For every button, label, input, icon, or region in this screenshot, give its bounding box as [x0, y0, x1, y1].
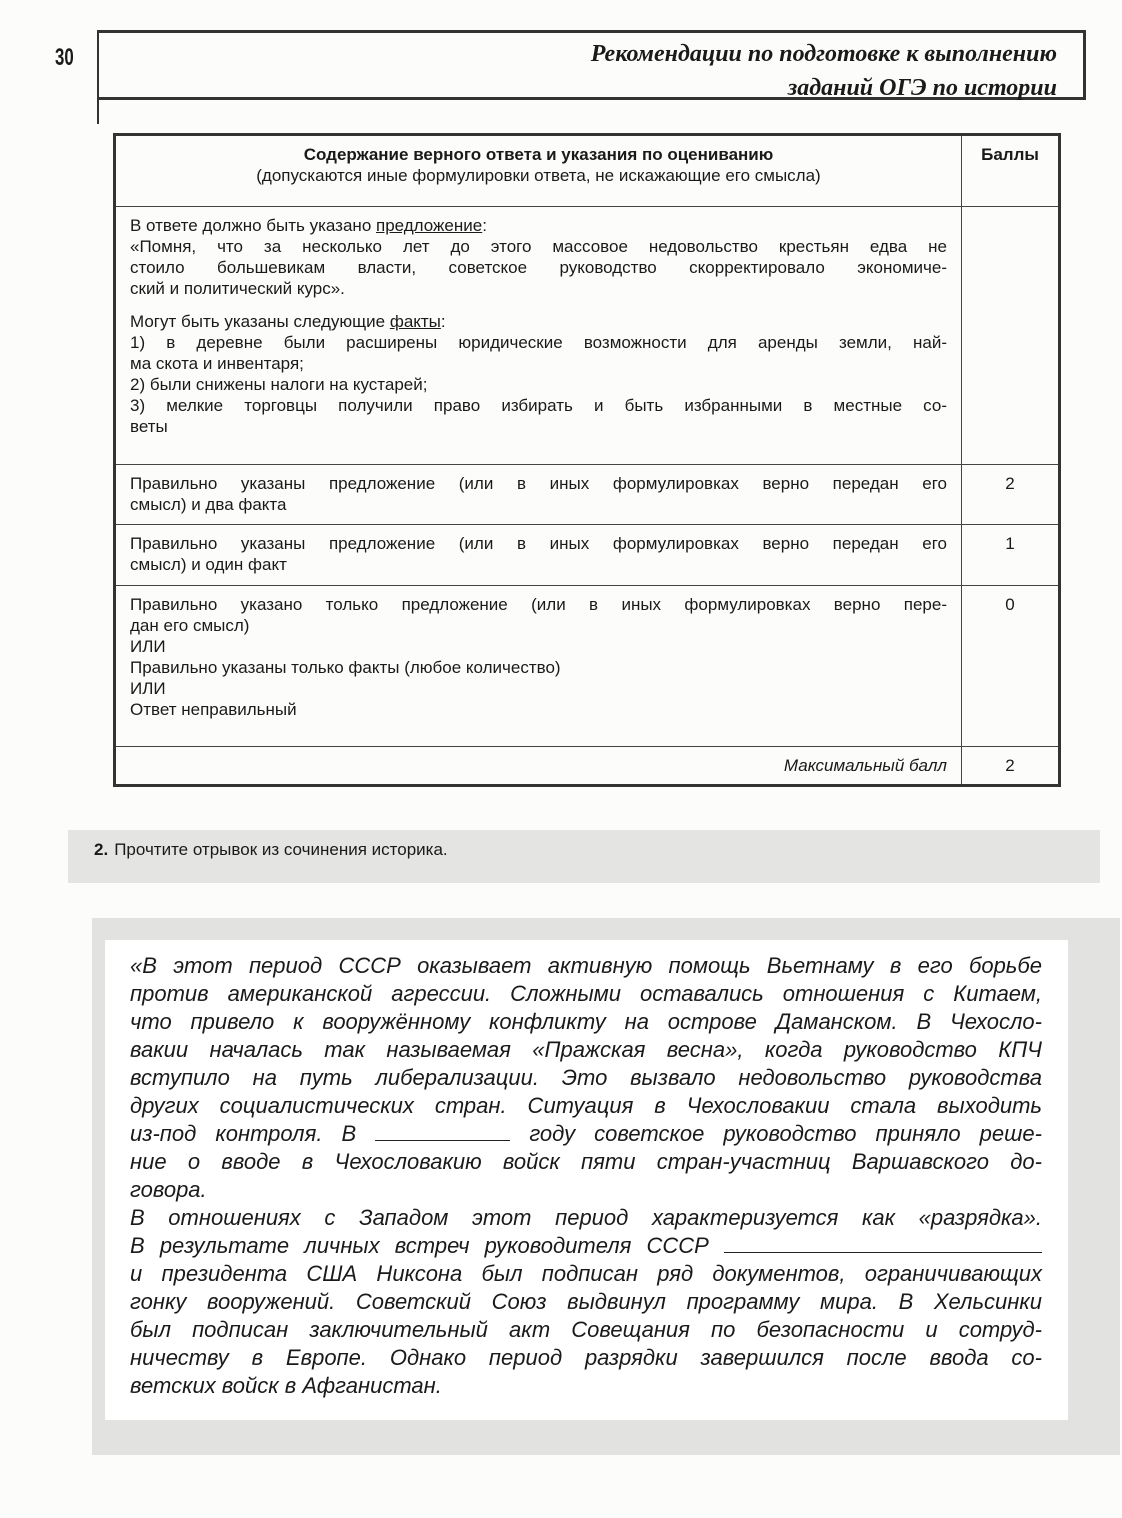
answer-quote: [130, 236, 947, 299]
text-line: дан его смысл): [130, 616, 250, 635]
grading-table: [113, 133, 1061, 787]
text-line: ничеству в Европе. Однако период разрядки завершился после ввода со-: [130, 1345, 1042, 1370]
underlined-term: предложение: [376, 216, 483, 235]
text-line: ИЛИ: [130, 679, 166, 698]
text-line: Правильно указаны предложение (или в иных формулировках верно передан его: [130, 534, 947, 553]
text: Могут быть указаны следующие: [130, 312, 390, 331]
header-subtitle: (допускаются иные формулировки ответа, не искажающие его смысла): [256, 166, 821, 185]
criteria-row: [115, 525, 1060, 586]
page-number: 30: [55, 44, 74, 71]
points-cell: 2: [962, 465, 1060, 525]
criteria-row: [115, 586, 1060, 747]
criteria-cell: [115, 465, 962, 525]
text-line: вакии началась так называемая «Пражская весна», когда руководство КПЧ: [130, 1037, 1042, 1062]
table-header-row: [115, 135, 1060, 207]
text-line: говора.: [130, 1177, 207, 1202]
text: :: [440, 312, 446, 331]
text: :: [482, 216, 487, 235]
text-line: стоило большевикам власти, советское руководство скорректировало экономиче-: [130, 258, 947, 277]
answer-cell: [115, 207, 962, 465]
text-line: ИЛИ: [130, 637, 166, 656]
passage-text: [130, 952, 1042, 1400]
text-line: «В этот период СССР оказывает активную помощь Вьетнаму в его борьбе: [130, 953, 1042, 978]
text-line: Правильно указано только предложение (или в иных формулировках верно пере-: [130, 595, 947, 614]
running-header: [97, 30, 1086, 100]
text-line: смысл) и один факт: [130, 555, 287, 574]
text-line: что привело к вооружённому конфликту на острове Даманском. В Чехосло-: [130, 1009, 1042, 1034]
text-line: ветских войск в Афганистан.: [130, 1373, 442, 1398]
task-text: Прочтите отрывок из сочинения историка.: [114, 840, 448, 859]
facts-intro: [130, 311, 947, 332]
header-points: Баллы: [962, 135, 1060, 207]
text: из-под контроля. В: [130, 1121, 357, 1146]
text: году советское руководство приняло реше-: [529, 1121, 1042, 1146]
text: В ответе должно быть указано: [130, 216, 377, 235]
text-line: ние о вводе в Чехословакию войск пяти стран-участниц Варшавского до-: [130, 1149, 1042, 1174]
answer-blank-leader[interactable]: [724, 1232, 1042, 1253]
header-title: [591, 37, 1057, 105]
points-cell: 1: [962, 525, 1060, 586]
task-band: [68, 830, 1100, 883]
text-line: веты: [130, 417, 168, 436]
task-prompt: [94, 840, 448, 860]
text-line: гонку вооружений. Советский Союз выдвинул программу мира. В Хельсинки: [130, 1289, 1042, 1314]
task-number: 2.: [94, 840, 109, 859]
criteria-cell: [115, 525, 962, 586]
points-cell: [962, 207, 1060, 465]
text-line: Правильно указаны предложение (или в иных формулировках верно передан его: [130, 474, 947, 493]
header-title-line: заданий ОГЭ по истории: [787, 75, 1057, 101]
text-line: смысл) и два факта: [130, 495, 287, 514]
text-line: других социалистических стран. Ситуация в Чехословакии стала выходить: [130, 1093, 1042, 1118]
passage-line: [130, 1120, 1042, 1148]
answer-intro: [130, 215, 947, 236]
header-title: Содержание верного ответа и указания по оцениванию: [303, 145, 774, 164]
text-line: В отношениях с Западом этот период характеризуется как «разрядка».: [130, 1205, 1042, 1230]
text-line: против американской агрессии. Сложными оставались отношения с Китаем,: [130, 981, 1042, 1006]
max-score-row: [115, 747, 1060, 786]
header-title-line: Рекомендации по подготовке к выполнению: [590, 41, 1057, 67]
header-content-cell: [115, 135, 962, 207]
header-rule: [97, 94, 99, 124]
text: В результате личных встреч руководителя СССР: [130, 1233, 709, 1258]
answer-blank-year[interactable]: [375, 1120, 510, 1141]
text-line: ма скота и инвентаря;: [130, 354, 304, 373]
text-line: «Помня, что за несколько лет до этого массовое недовольство крестьян едва не: [130, 237, 947, 256]
points-cell: 0: [962, 586, 1060, 747]
facts-list: [130, 332, 947, 437]
text-line: вступило на путь либерализации. Это вызвало недовольство руководства: [130, 1065, 1042, 1090]
text-line: Ответ неправильный: [130, 700, 297, 719]
text-line: ский и политический курс».: [130, 279, 345, 298]
answer-row: [115, 207, 1060, 465]
text-line: был подписан заключительный акт Совещания по безопасности и сотруд-: [130, 1317, 1042, 1342]
text-line: 1) в деревне были расширены юридические возможности для аренды земли, най-: [130, 333, 947, 352]
max-score-value: 2: [962, 747, 1060, 786]
criteria-row: [115, 465, 1060, 525]
underlined-term: факты: [389, 312, 441, 331]
max-score-label: Максимальный балл: [115, 747, 962, 786]
text-line: Правильно указаны только факты (любое количество): [130, 658, 561, 677]
text-line: 2) были снижены налоги на кустарей;: [130, 375, 428, 394]
passage-line: [130, 1232, 1042, 1260]
criteria-cell: [115, 586, 962, 747]
text-line: и президента США Никсона был подписан ряд документов, ограничивающих: [130, 1261, 1042, 1286]
text-line: 3) мелкие торговцы получили право избирать и быть избранными в местные со-: [130, 396, 947, 415]
